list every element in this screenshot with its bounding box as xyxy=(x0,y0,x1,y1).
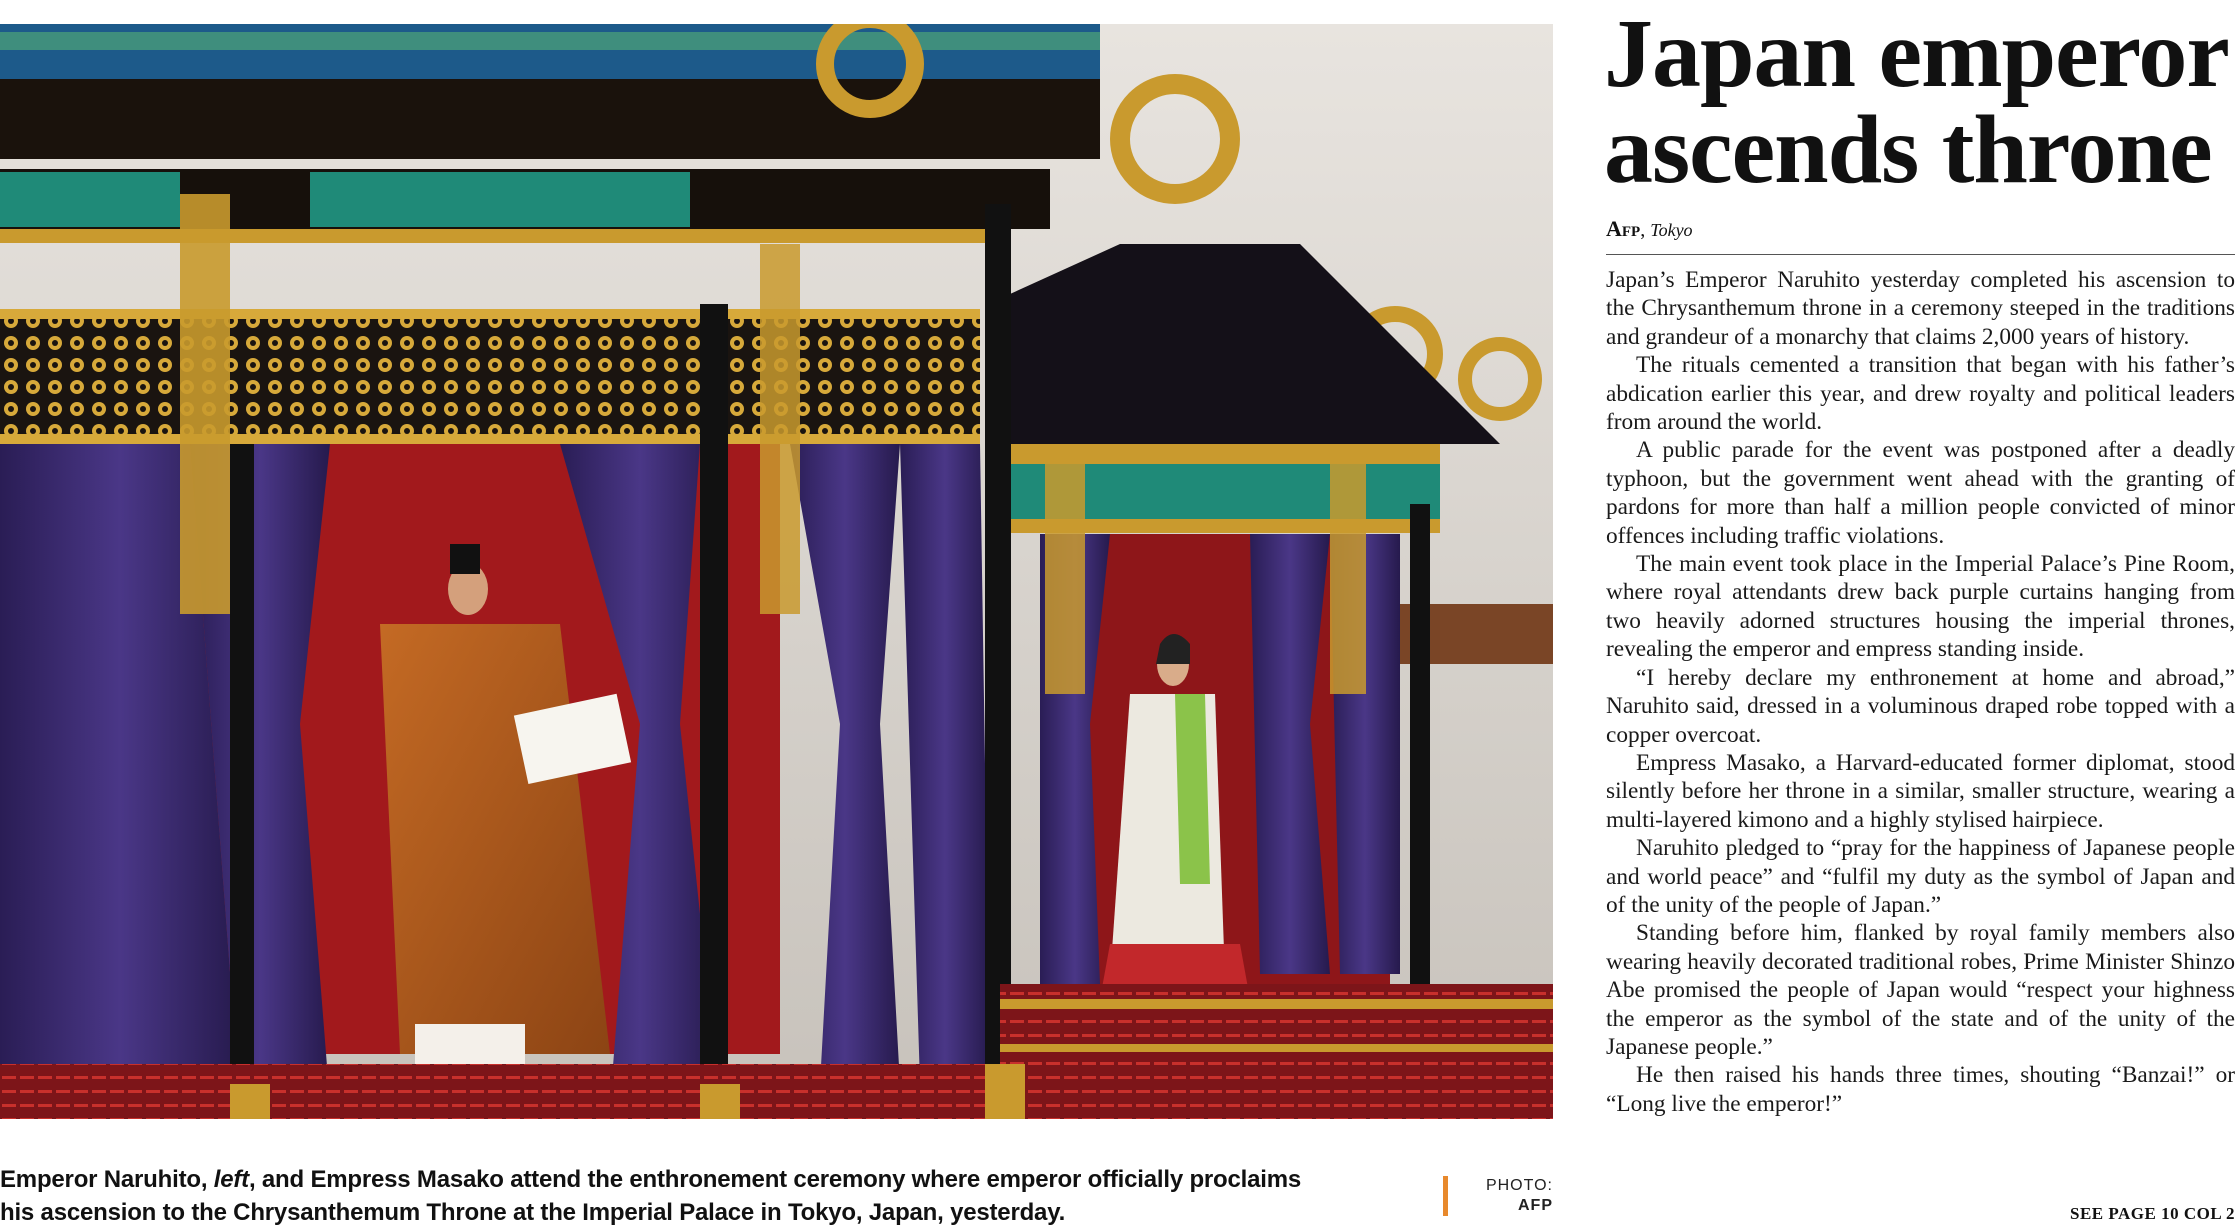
photo-caption xyxy=(0,1163,1310,1229)
photo-credit-label: PHOTO: xyxy=(1485,1177,1553,1194)
article-body xyxy=(1606,266,2235,1118)
body-paragraph: Japan’s Emperor Naruhito yesterday completed his ascension to the Chrysanthemum throne in a ceremony steeped in the traditions and grandeur of a monarchy that claims 2,000 years of history. xyxy=(1606,267,2235,350)
photo-credit-source: AFP xyxy=(1518,1197,1553,1214)
body-paragraph: “I hereby declare my enthronement at home and abroad,” Naruhito said, dressed in a voluminous draped robe topped with a copper overcoat. xyxy=(1606,664,2235,748)
ceremony-photo xyxy=(0,24,1553,1119)
body-paragraph: The main event took place in the Imperial Palace’s Pine Room, where royal attendants drew back purple curtains hanging from two heavily adorned structures housing the imperial thrones, revealing the emperor and empress standing inside. xyxy=(1606,551,2235,663)
byline-divider xyxy=(1606,254,2235,255)
article-byline xyxy=(1606,216,1693,242)
photo-credit-accent-bar xyxy=(1443,1176,1448,1216)
caption-text-start: Emperor Naruhito, xyxy=(0,1166,214,1193)
body-paragraph: He then raised his hands three times, shouting “Banzai!” or “Long live the emperor!” xyxy=(1606,1062,2235,1117)
byline-agency: Afp xyxy=(1606,216,1641,241)
headline-line-2: ascends throne xyxy=(1604,96,2212,204)
caption-text-end: , and Empress Masako attend the enthronement ceremony where emperor officially proclaims his ascension to the Chrysanthemum Throne at the Imperial Palace in Tokyo, Japan, yesterday. xyxy=(0,1166,1302,1226)
continued-on-page-link[interactable]: SEE PAGE 10 COL 2 xyxy=(2070,1204,2235,1223)
enthronement-scene-illustration xyxy=(0,24,1553,1119)
byline-dateline: Tokyo xyxy=(1650,220,1693,240)
body-paragraph: Empress Masako, a Harvard-educated former diplomat, stood silently before her throne in a similar, smaller structure, wearing a multi-layered kimono and a highly stylised hairpiece. xyxy=(1606,749,2235,833)
caption-italic-text: left xyxy=(213,1166,249,1193)
byline-separator: , xyxy=(1640,219,1651,241)
body-paragraph: The rituals cemented a transition that began with his father’s abdication earlier this year, and drew royalty and political leaders from around the world. xyxy=(1606,352,2235,436)
body-paragraph: A public parade for the event was postponed after a deadly typhoon, but the government went ahead with the granting of pardons for more than half a million people convicted of minor offences including traffic violations. xyxy=(1606,437,2235,549)
body-paragraph: Naruhito pledged to “pray for the happiness of Japanese people and world peace” and “fulfil my duty as the symbol of Japan and of the unity of the people of Japan.” xyxy=(1606,835,2235,918)
article-headline xyxy=(1604,0,2235,204)
headline-line-1: Japan emperor xyxy=(1604,0,2229,108)
body-paragraph: Standing before him, flanked by royal family members also wearing heavily decorated traditional robes, Prime Minister Shinzo Abe promised the people of Japan would “respect your highness the emperor as the symbol of the state and of the unity of the Japanese people.” xyxy=(1606,920,2235,1060)
photo-credit xyxy=(1460,1176,1553,1216)
